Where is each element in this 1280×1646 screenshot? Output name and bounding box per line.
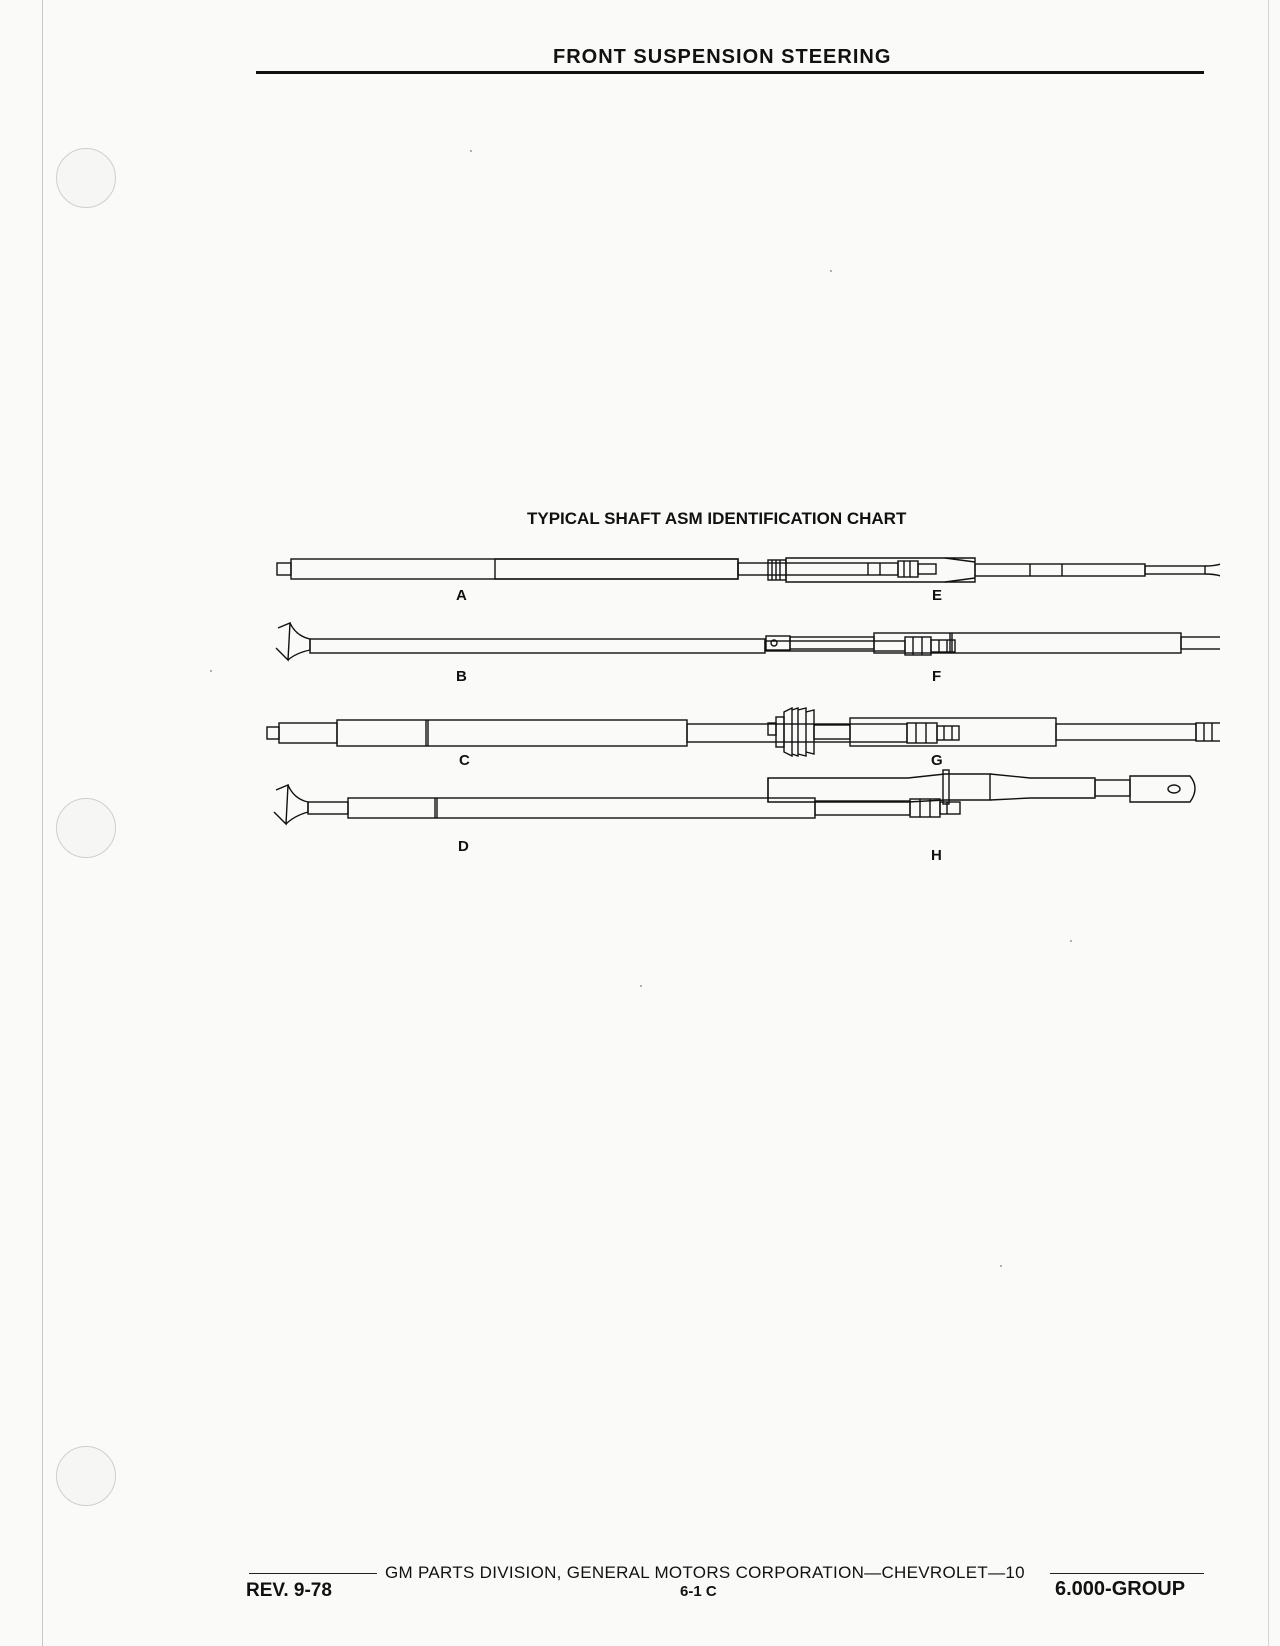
scan-speck: [830, 270, 832, 272]
shaft-c-drawing: [267, 720, 959, 746]
shaft-label-b: B: [456, 668, 467, 685]
footer-page-number: 6-1 C: [680, 1583, 717, 1600]
scan-speck: [470, 150, 472, 152]
chart-title: TYPICAL SHAFT ASM IDENTIFICATION CHART: [527, 509, 907, 528]
punch-hole: [56, 148, 116, 208]
shaft-identification-diagram: [240, 540, 1220, 880]
shaft-label-a: A: [456, 587, 467, 604]
shaft-label-f: F: [932, 668, 942, 685]
shaft-b-drawing: [276, 623, 955, 660]
page-edge: [42, 0, 43, 1646]
shaft-f-drawing: [766, 624, 1220, 662]
scan-speck: [1000, 1265, 1002, 1267]
punch-hole: [56, 1446, 116, 1506]
page-edge: [1268, 0, 1269, 1646]
header-rule: [256, 71, 1204, 74]
footer-rule: [1050, 1573, 1204, 1574]
scan-speck: [210, 670, 212, 672]
scan-speck: [640, 985, 642, 987]
page-title: FRONT SUSPENSION STEERING: [553, 46, 892, 68]
shaft-d-drawing: [274, 785, 960, 824]
footer-revision: REV. 9-78: [246, 1580, 332, 1601]
punch-hole: [56, 798, 116, 858]
shaft-label-c: C: [459, 752, 470, 769]
shaft-label-d: D: [458, 838, 469, 855]
footer-group: 6.000-GROUP: [1055, 1578, 1186, 1600]
scan-speck: [1070, 940, 1072, 942]
footer-rule: [249, 1573, 377, 1574]
shaft-label-h: H: [931, 847, 942, 864]
shaft-e-drawing: [768, 552, 1220, 588]
shaft-a-drawing: [277, 559, 936, 579]
shaft-h-drawing: [768, 770, 1195, 804]
footer-corporation: GM PARTS DIVISION, GENERAL MOTORS CORPORATION—CHEVROLET—10: [385, 1563, 1025, 1582]
shaft-g-drawing: [768, 708, 1220, 756]
shaft-label-e: E: [932, 587, 943, 604]
shaft-label-g: G: [931, 752, 943, 769]
